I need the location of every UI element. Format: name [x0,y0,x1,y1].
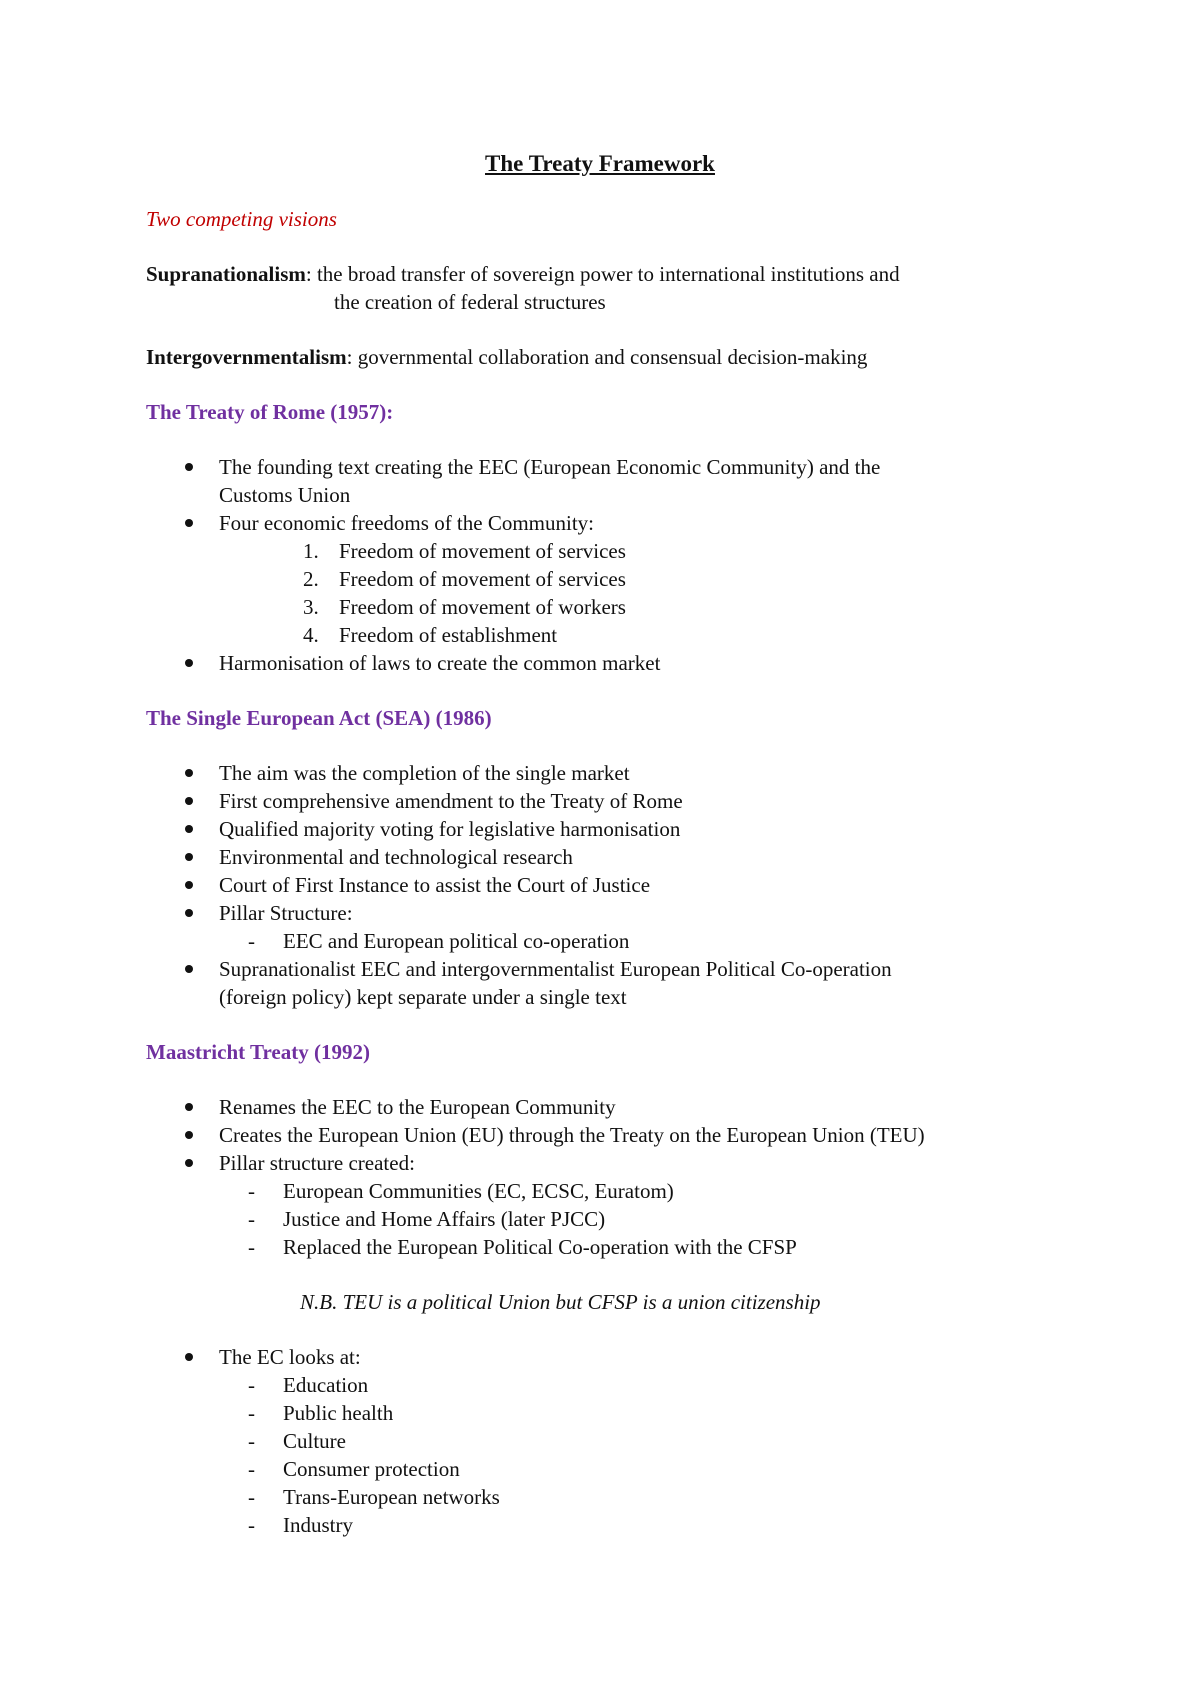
dash-marker: - [248,1485,255,1509]
page-title: The Treaty Framework [485,151,715,176]
intergovernmentalism-text: : governmental collaboration and consensual decision-making [346,345,868,369]
dash-marker: - [248,1457,255,1481]
list-item: Freedom of movement of services [339,567,626,591]
list-number: 1. [303,539,319,563]
bullet-icon [185,825,193,833]
supranationalism-text-continued: the creation of federal structures [334,290,606,314]
dash-marker: - [248,1207,255,1231]
list-number: 2. [303,567,319,591]
list-item-continued: (foreign policy) kept separate under a single text [219,985,627,1009]
list-item: Education [283,1373,369,1397]
dash-marker: - [248,1401,255,1425]
list-item: Justice and Home Affairs (later PJCC) [283,1207,606,1231]
heading-single-european-act: The Single European Act (SEA) (1986) [146,706,492,730]
bullet-icon [185,519,193,527]
heading-treaty-of-rome: The Treaty of Rome (1957): [146,400,394,424]
supranationalism-text: : the broad transfer of sovereign power to international institutions and [305,262,900,286]
list-item: Harmonisation of laws to create the common market [219,651,661,675]
list-item: Freedom of establishment [339,623,558,647]
list-item: Industry [283,1513,353,1537]
bullet-icon [185,659,193,667]
list-item: Replaced the European Political Co-operation with the CFSP [283,1235,797,1259]
list-item: Public health [283,1401,394,1425]
list-item: Consumer protection [283,1457,460,1481]
bullet-icon [185,1353,193,1361]
dash-marker: - [248,1235,255,1259]
bullet-icon [185,965,193,973]
bullet-icon [185,1159,193,1167]
list-item: The aim was the completion of the single market [219,761,630,785]
list-item: First comprehensive amendment to the Treaty of Rome [219,789,683,813]
supranationalism-definition [146,260,900,288]
dash-marker: - [248,1373,255,1397]
list-item: Court of First Instance to assist the Court of Justice [219,873,651,897]
list-item-continued: Customs Union [219,483,351,507]
bullet-icon [185,881,193,889]
list-item: Culture [283,1429,346,1453]
note-text: N.B. TEU is a political Union but CFSP is a union citizenship [300,1290,821,1314]
list-number: 3. [303,595,319,619]
list-item: Four economic freedoms of the Community: [219,511,595,535]
list-item: The founding text creating the EEC (European Economic Community) and the [219,455,881,479]
supranationalism-term: Supranationalism [146,262,306,286]
dash-marker: - [248,929,255,953]
list-item: European Communities (EC, ECSC, Euratom) [283,1179,674,1203]
dash-marker: - [248,1429,255,1453]
list-item: EEC and European political co-operation [283,929,630,953]
list-number: 4. [303,623,319,647]
list-item: The EC looks at: [219,1345,361,1369]
bullet-icon [185,769,193,777]
bullet-icon [185,797,193,805]
list-item: Trans-European networks [283,1485,500,1509]
bullet-icon [185,1131,193,1139]
section-subtitle: Two competing visions [146,207,337,231]
bullet-icon [185,853,193,861]
bullet-icon [185,1103,193,1111]
heading-maastricht-treaty: Maastricht Treaty (1992) [146,1040,370,1064]
list-item: Supranationalist EEC and intergovernmentalist European Political Co-operation [219,957,892,981]
dash-marker: - [248,1179,255,1203]
list-item: Creates the European Union (EU) through the Treaty on the European Union (TEU) [219,1123,925,1147]
list-item: Qualified majority voting for legislative harmonisation [219,817,681,841]
list-item: Pillar Structure: [219,901,353,925]
list-item: Pillar structure created: [219,1151,415,1175]
bullet-icon [185,463,193,471]
bullet-icon [185,909,193,917]
intergovernmentalism-definition [146,343,867,371]
list-item: Renames the EEC to the European Community [219,1095,616,1119]
intergovernmentalism-term: Intergovernmentalism [146,345,347,369]
list-item: Freedom of movement of workers [339,595,626,619]
list-item: Environmental and technological research [219,845,573,869]
dash-marker: - [248,1513,255,1537]
list-item: Freedom of movement of services [339,539,626,563]
